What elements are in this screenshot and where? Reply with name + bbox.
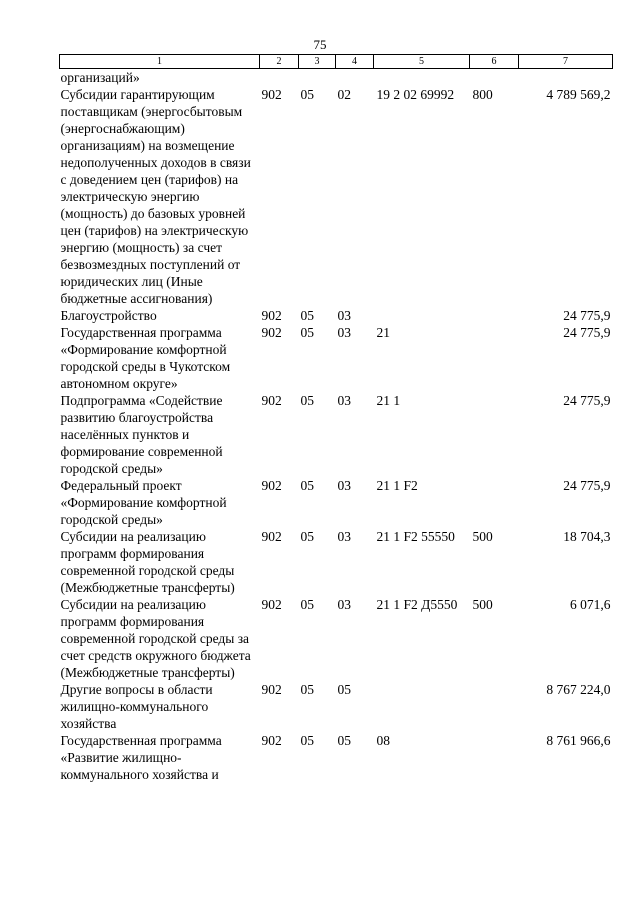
row-name: Субсидии на реализацию программ формирования современной городской среды (Межбюджетные трансферты)	[60, 529, 235, 595]
row-expense-type	[470, 681, 519, 732]
row-subsection: 02	[337, 87, 351, 102]
row-section: 05	[300, 478, 314, 493]
header-col-1: 1	[60, 55, 260, 69]
row-admin-code: 902	[261, 325, 282, 340]
row-amount: 8 767 224,0	[546, 682, 611, 697]
row-expense-type: 500	[472, 529, 493, 544]
row-target-article: 21 1 F2 Д5550	[376, 597, 458, 612]
row-admin-code: 902	[261, 393, 282, 408]
row-subsection: 03	[337, 597, 351, 612]
row-admin-code: 902	[261, 682, 282, 697]
row-expense-type	[470, 324, 519, 392]
table-header	[60, 55, 613, 69]
row-section: 05	[300, 87, 314, 102]
row-amount: 18 704,3	[563, 529, 611, 544]
row-name: Благоустройство	[60, 308, 157, 323]
row-subsection: 03	[337, 325, 351, 340]
row-section: 05	[300, 393, 314, 408]
row-target-article: 08	[376, 733, 390, 748]
row-name: Другие вопросы в области жилищно-коммунального хозяйства	[60, 682, 213, 731]
row-name: Государственная программа «Развитие жилищно-коммунального хозяйства и	[60, 733, 222, 782]
row-target-article	[374, 307, 470, 324]
row-amount: 24 775,9	[563, 308, 611, 323]
row-expense-type: 800	[472, 87, 493, 102]
row-amount: 6 071,6	[570, 597, 611, 612]
header-col-3: 3	[299, 55, 336, 69]
row-name: организаций»	[60, 70, 140, 85]
row-subsection: 03	[337, 478, 351, 493]
row-expense-type	[470, 69, 519, 87]
row-amount: 4 789 569,2	[546, 87, 611, 102]
table-row	[60, 86, 613, 307]
row-amount	[519, 69, 613, 87]
table-row	[60, 324, 613, 392]
header-col-7: 7	[519, 55, 613, 69]
row-expense-type	[470, 392, 519, 477]
row-name: Государственная программа «Формирование комфортной городской среды в Чукотском автономном округе»	[60, 325, 231, 391]
row-section: 05	[300, 308, 314, 323]
table-row	[60, 596, 613, 681]
row-target-article: 21 1	[376, 393, 401, 408]
page-number: 75	[313, 37, 327, 52]
row-admin-code: 902	[261, 308, 282, 323]
row-target-article	[374, 69, 470, 87]
row-expense-type	[470, 477, 519, 528]
row-target-article: 21	[376, 325, 390, 340]
table-row	[60, 307, 613, 324]
table-body	[60, 69, 613, 784]
row-amount: 8 761 966,6	[546, 733, 611, 748]
row-section: 05	[300, 682, 314, 697]
budget-table	[59, 54, 613, 783]
header-col-5: 5	[374, 55, 470, 69]
header-col-4: 4	[336, 55, 374, 69]
row-expense-type	[470, 307, 519, 324]
row-amount: 24 775,9	[563, 478, 611, 493]
row-name: Субсидии гарантирующим поставщикам (энергосбытовым (энергоснабжающим) организациям) на возмещение недополученных доходов в связи с доведением цен (тарифов) на электрическую энергию (мощность) до базовых уровней цен (тарифов) на электрическую энергию (мощность) за счет безвозмездных поступлений от юридических лиц (Иные бюджетные ассигнования)	[60, 87, 251, 306]
row-target-article: 21 1 F2 55550	[376, 529, 455, 544]
header-col-6: 6	[470, 55, 519, 69]
row-target-article: 19 2 02 69992	[376, 87, 455, 102]
table-row	[60, 732, 613, 783]
row-subsection: 05	[337, 682, 351, 697]
row-section: 05	[300, 529, 314, 544]
table-row	[60, 477, 613, 528]
row-subsection: 03	[337, 308, 351, 323]
row-section: 05	[300, 733, 314, 748]
row-name: Субсидии на реализацию программ формирования современной городской среды за счет средств окружного бюджета (Межбюджетные трансферты)	[60, 597, 251, 680]
row-section	[299, 69, 336, 87]
row-admin-code: 902	[261, 478, 282, 493]
row-target-article: 21 1 F2	[376, 478, 418, 493]
header-col-2: 2	[260, 55, 299, 69]
row-amount: 24 775,9	[563, 325, 611, 340]
table-row	[60, 528, 613, 596]
row-admin-code: 902	[261, 529, 282, 544]
row-expense-type	[470, 732, 519, 783]
row-section: 05	[300, 597, 314, 612]
row-name: Подпрограмма «Содействие развитию благоустройства населённых пунктов и формирование современной городской среды»	[60, 393, 223, 476]
table-row	[60, 392, 613, 477]
table-row	[60, 681, 613, 732]
row-name: Федеральный проект «Формирование комфортной городской среды»	[60, 478, 227, 527]
row-admin-code: 902	[261, 87, 282, 102]
row-subsection: 03	[337, 529, 351, 544]
row-target-article	[374, 681, 470, 732]
header-row	[60, 55, 613, 69]
row-expense-type: 500	[472, 597, 493, 612]
row-subsection: 03	[337, 393, 351, 408]
table-row	[60, 69, 613, 87]
row-subsection: 05	[337, 733, 351, 748]
row-section: 05	[300, 325, 314, 340]
row-admin-code	[260, 69, 299, 87]
row-subsection	[336, 69, 374, 87]
row-admin-code: 902	[261, 733, 282, 748]
row-admin-code: 902	[261, 597, 282, 612]
row-amount: 24 775,9	[563, 393, 611, 408]
